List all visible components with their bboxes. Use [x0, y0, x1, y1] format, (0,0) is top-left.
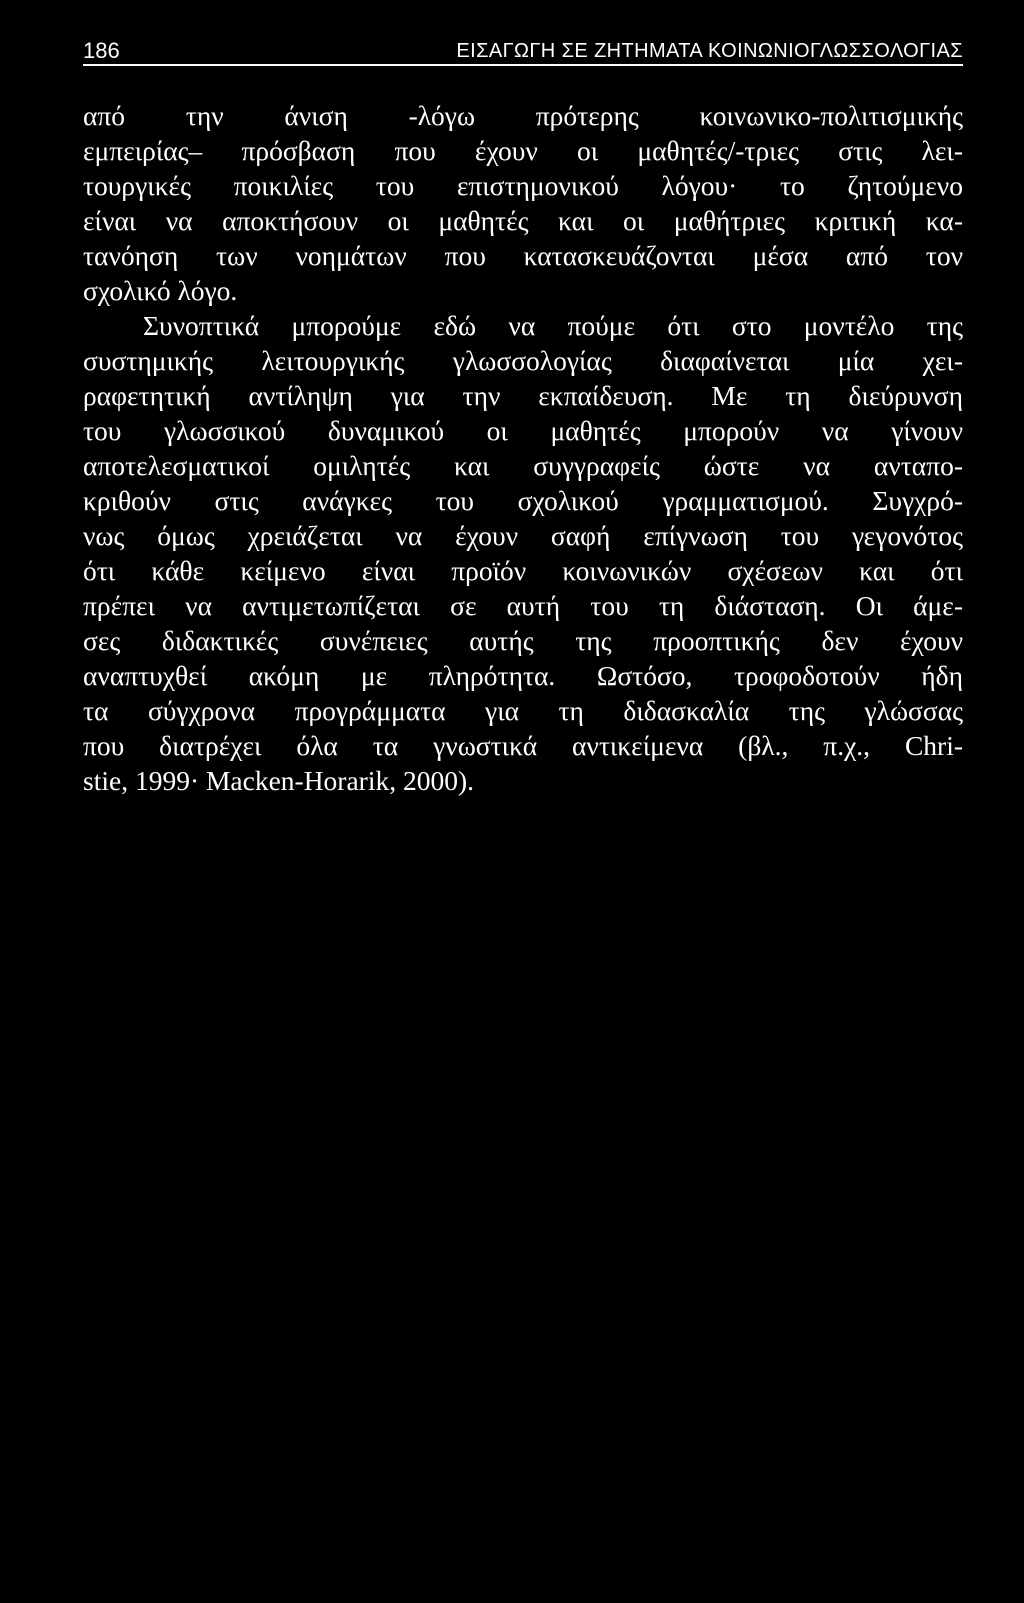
text-line: τα σύγχρονα προγράμματα για τη διδασκαλία της γλώσσας	[83, 695, 963, 726]
text-line: συστημικής λειτουργικής γλωσσολογίας διαφαίνεται μία χει-	[83, 345, 963, 376]
text-line: που διατρέχει όλα τα γνωστικά αντικείμενα (βλ., π.χ., Chri-	[83, 730, 963, 761]
text-line: αποτελεσματικοί ομιλητές και συγγραφείς ώστε να ανταπο-	[83, 450, 963, 481]
text-line: είναι να αποκτήσουν οι μαθητές και οι μαθήτριες κριτική κα-	[83, 205, 963, 236]
text-line: Συνοπτικά μπορούμε εδώ να πούμε ότι στο μοντέλο της	[143, 310, 963, 341]
running-header	[83, 38, 963, 66]
text-line: σχολικό λόγο.	[83, 275, 238, 306]
text-line: από την άνιση -λόγω πρότερης κοινωνικο-πολιτισμικής	[83, 100, 963, 131]
text-line: νως όμως χρειάζεται να έχουν σαφή επίγνωση του γεγονότος	[83, 520, 963, 551]
text-line: εμπειρίας– πρόσβαση που έχουν οι μαθητές/-τριες στις λει-	[83, 135, 963, 166]
text-line: σες διδακτικές συνέπειες αυτής της προοπτικής δεν έχουν	[83, 625, 963, 656]
text-line: τουργικές ποικιλίες του επιστημονικού λόγου· το ζητούμενο	[83, 170, 963, 201]
text-line: stie, 1999· Macken-Horarik, 2000).	[83, 765, 475, 796]
page-number: 186	[83, 38, 120, 63]
text-line: πρέπει να αντιμετωπίζεται σε αυτή του τη διάσταση. Οι άμε-	[83, 590, 963, 621]
running-title: ΕΙΣΑΓΩΓΗ ΣΕ ΖΗΤΗΜΑΤΑ ΚΟΙΝΩΝΙΟΓΛΩΣΣΟΛΟΓΙΑΣ	[456, 40, 963, 62]
text-line: αναπτυχθεί ακόμη με πληρότητα. Ωστόσο, τροφοδοτούν ήδη	[83, 660, 963, 691]
text-line: κριθούν στις ανάγκες του σχολικού γραμματισμού. Συγχρό-	[83, 485, 963, 516]
text-line: του γλωσσικού δυναμικού οι μαθητές μπορούν να γίνουν	[83, 415, 963, 446]
text-line: ότι κάθε κείμενο είναι προϊόν κοινωνικών σχέσεων και ότι	[83, 555, 963, 586]
text-line: ραφετητική αντίληψη για την εκπαίδευση. Με τη διεύρυνση	[83, 380, 963, 411]
text-line: τανόηση των νοημάτων που κατασκευάζονται μέσα από τον	[83, 240, 963, 271]
body-text	[83, 98, 963, 798]
